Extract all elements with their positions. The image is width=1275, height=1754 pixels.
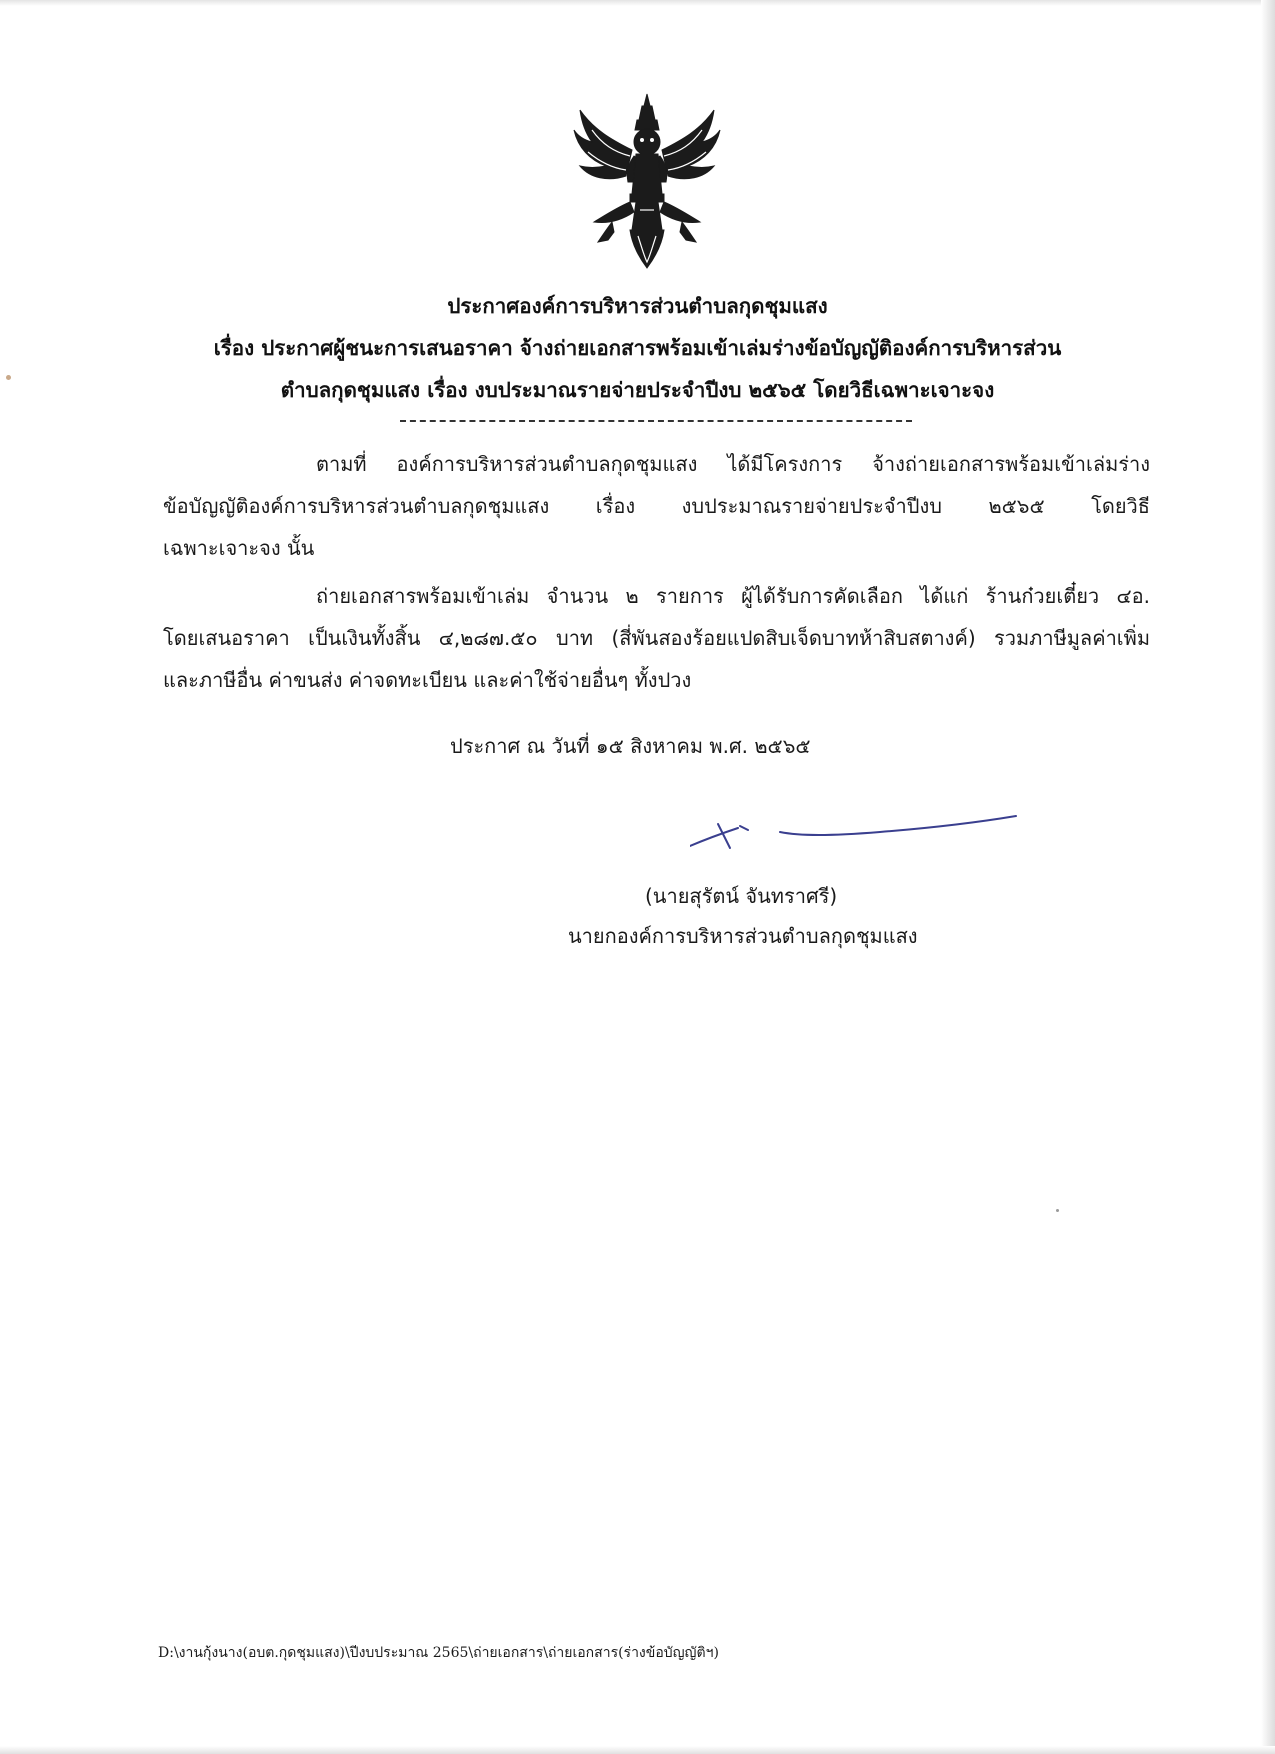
dashed-separator	[400, 420, 912, 422]
paragraph-2-line-1: ถ่ายเอกสารพร้อมเข้าเล่ม จำนวน ๒ รายการ ผู้ได้รับการคัดเลือก ได้แก่ ร้านก๋วยเตี๋ยว ๔อ.	[316, 584, 1150, 608]
scan-speck	[6, 375, 11, 380]
garuda-emblem-icon	[572, 90, 722, 272]
announcement-date: ประกาศ ณ วันที่ ๑๕ สิงหาคม พ.ศ. ๒๕๖๕	[450, 734, 811, 758]
scan-edge-bottom	[0, 1746, 1275, 1754]
paragraph-1-line-3: เฉพาะเจาะจง นั้น	[163, 536, 315, 560]
paragraph-1-line-2: ข้อบัญญัติองค์การบริหารส่วนตำบลกุดชุมแสง เรื่อง งบประมาณรายจ่ายประจำปีงบ ๒๕๖๕ โดยวิธี	[163, 494, 1150, 518]
paragraph-1-line-1: ตามที่ องค์การบริหารส่วนตำบลกุดชุมแสง ได้มีโครงการ จ้างถ่ายเอกสารพร้อมเข้าเล่มร่าง	[316, 452, 1150, 476]
paragraph-2-line-2: โดยเสนอราคา เป็นเงินทั้งสิ้น ๔,๒๘๗.๕๐ บาท (สี่พันสองร้อยแปดสิบเจ็ดบาทห้าสิบสตางค์) รวมภาษีมูลค่าเพิ่ม	[163, 626, 1150, 650]
scan-edge-top	[0, 0, 1275, 6]
announcement-title: ประกาศองค์การบริหารส่วนตำบลกุดชุมแสง	[447, 294, 828, 318]
announcement-subject-line-2: ตำบลกุดชุมแสง เรื่อง งบประมาณรายจ่ายประจำปีงบ ๒๕๖๕ โดยวิธีเฉพาะเจาะจง	[280, 378, 995, 402]
signer-position: นายกองค์การบริหารส่วนตำบลกุดชุมแสง	[568, 924, 918, 948]
signer-name: (นายสุรัตน์ จันทราศรี)	[645, 884, 838, 908]
handwritten-signature	[690, 806, 1020, 866]
footer-file-path: D:\งานกุ้งนาง(อบต.กุดชุมแสง)\ปีงบประมาณ 2565\ถ่ายเอกสาร\ถ่ายเอกสาร(ร่างข้อบัญญัติฯ)	[158, 1645, 719, 1661]
paragraph-2-line-3: และภาษีอื่น ค่าขนส่ง ค่าจดทะเบียน และค่าใช้จ่ายอื่นๆ ทั้งปวง	[163, 668, 692, 692]
announcement-subject-line-1: เรื่อง ประกาศผู้ชนะการเสนอราคา จ้างถ่ายเอกสารพร้อมเข้าเล่มร่างข้อบัญญัติองค์การบริหารส่วน	[213, 336, 1062, 360]
scan-speck	[1056, 1209, 1059, 1212]
scan-edge-right	[1261, 0, 1275, 1754]
